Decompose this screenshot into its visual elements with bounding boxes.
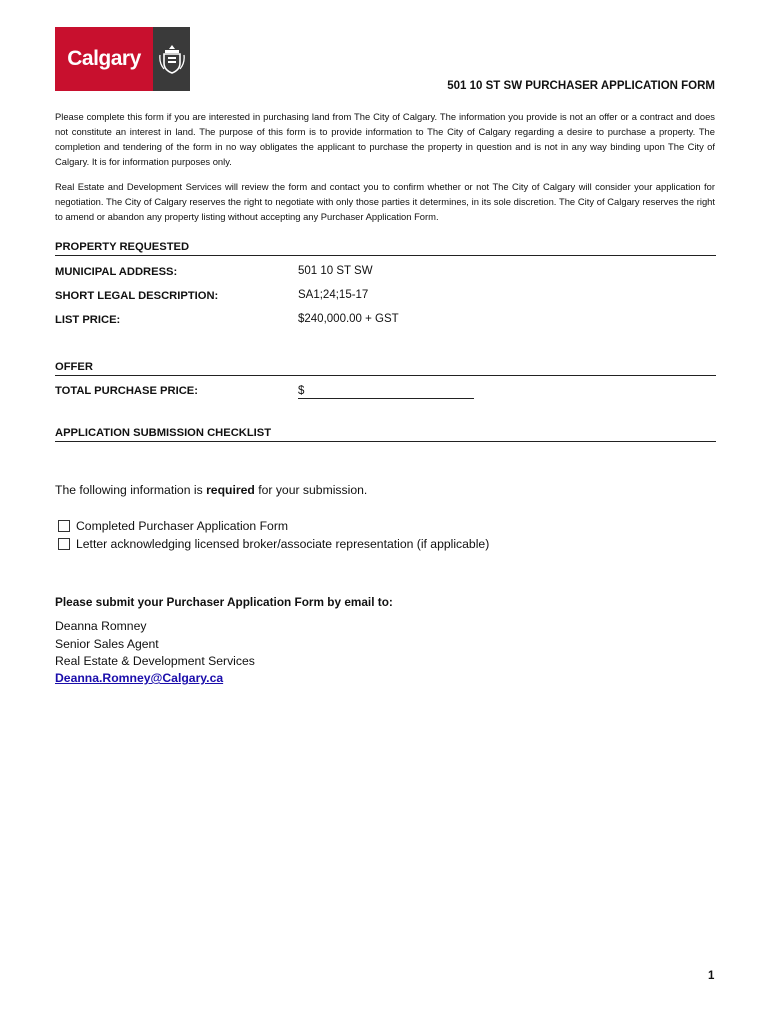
checkbox-broker-letter[interactable] (58, 538, 70, 550)
checklist-section-heading: APPLICATION SUBMISSION CHECKLIST (55, 427, 716, 442)
checklist-item-label: Letter acknowledging licensed broker/associate representation (if applicable) (76, 537, 490, 551)
contact-name: Deanna Romney (55, 619, 147, 633)
total-purchase-price-label: TOTAL PURCHASE PRICE: (55, 385, 198, 397)
form-title: 501 10 ST SW PURCHASER APPLICATION FORM (447, 80, 715, 92)
legal-description-label: SHORT LEGAL DESCRIPTION: (55, 290, 219, 302)
municipal-address-value: 501 10 ST SW (298, 265, 373, 277)
checklist-intro-text: The following information is (55, 483, 207, 497)
intro-paragraph-1: Please complete this form if you are interested in purchasing land from The City of Calgary. The information you provide is not an offer or a contract and does not constitute an interest in land. The purpose of this form is to provide information to The City of Calgary regarding a desire to purchase a property. The completion and tendering of the form in no way obligates the applicant to purchase the property in question and is not in any way binding upon The City of Calgary. It is for information purposes only. (55, 111, 715, 167)
municipal-address-label: MUNICIPAL ADDRESS: (55, 266, 178, 278)
coat-of-arms-icon (153, 27, 190, 91)
checklist-item (58, 519, 288, 533)
checklist-intro (55, 483, 367, 497)
legal-description-value: SA1;24;15-17 (298, 289, 369, 301)
checklist-intro-required: required (206, 483, 255, 497)
list-price-label: LIST PRICE: (55, 314, 121, 326)
contact-email-wrapper (55, 671, 223, 685)
offer-section-heading: OFFER (55, 361, 716, 376)
contact-email-link[interactable]: Deanna.Romney@Calgary.ca (55, 671, 224, 685)
total-purchase-price-field[interactable] (298, 384, 474, 399)
checklist-intro-tail: for your submission. (254, 483, 368, 497)
submit-heading: Please submit your Purchaser Application Form by email to: (55, 595, 393, 609)
checkbox-application-form[interactable] (58, 520, 70, 532)
property-section-heading: PROPERTY REQUESTED (55, 241, 716, 256)
checklist-item (58, 537, 489, 551)
contact-department: Real Estate & Development Services (55, 654, 255, 668)
intro-paragraph-2: Real Estate and Development Services will review the form and contact you to confirm whether or not The City of Calgary will consider your application for negotiation. The City of Calgary reserves the right to negotiate with only those parties it determines, in its sole discretion. The City of Calgary reserves the right to amend or abandon any property listing without accepting any Purchaser Application Form. (55, 181, 715, 222)
checklist-item-label: Completed Purchaser Application Form (76, 519, 289, 533)
list-price-value: $240,000.00 + GST (298, 313, 399, 325)
contact-title: Senior Sales Agent (55, 637, 159, 651)
currency-prefix: $ (298, 385, 305, 397)
logo-wordmark: Calgary (55, 27, 153, 91)
calgary-logo (55, 27, 190, 91)
page-number: 1 (708, 970, 715, 982)
